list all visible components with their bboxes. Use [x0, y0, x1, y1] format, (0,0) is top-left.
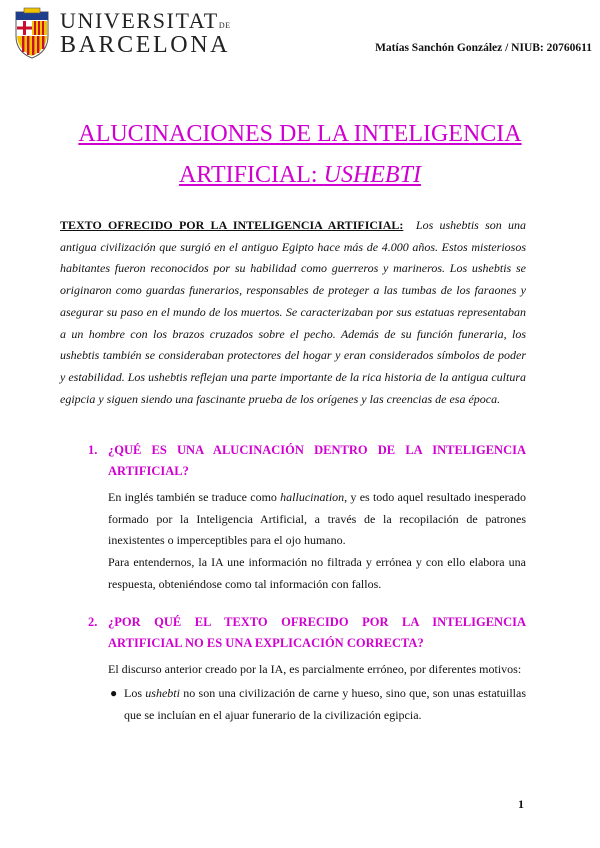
- section1-heading-text: ¿QUÉ ES UNA ALUCINACIÓN DENTRO DE LA INTELIGENCIA ARTIFICIAL?: [108, 443, 526, 478]
- title-line2-italic: USHEBTI: [323, 162, 421, 188]
- page-number: 1: [518, 797, 524, 811]
- bullet-text-b: no son una civilización de carne y hueso, sino que, son unas estatuillas que se incluían en el ajuar funerario de la civilización egipcia.: [124, 686, 526, 722]
- page-header: [12, 6, 592, 62]
- section2-bullet-item: [110, 683, 526, 726]
- section1-p1-a: En inglés también se traduce como: [108, 490, 281, 504]
- bullet-text-em: ushebti: [145, 686, 180, 700]
- section1-p1-em: hallucination: [280, 490, 345, 504]
- university-name-line2: BARCELONA: [60, 32, 231, 58]
- document-title: [60, 114, 540, 196]
- ai-text-body: Los ushebtis son una antigua civilización que surgió en el antiguo Egipto hace más de 4.000 años. Estos misteriosos habitantes fueron reconocidos por su habilidad como guerreros y marineros. Los ushebtis se originaron como guardas funerarios, responsables de proteger a las tumbas de los faraones y asegurar su paso en el mundo de los muertos. Se caracterizaban por sus estatuas representaban a un hombre con los brazos cruzados sobre el pecho. Además de su función funeraria, los ushebtis también se consideraban protectores del hogar y eran considerados símbolos de poder y estabilidad. Los ushebtis reflejan una parte importante de la rica historia de la antigua cultura egipcia y siguen siendo una fascinante prueba de los orígenes y las creencias de esa época.: [60, 218, 527, 406]
- bullet-dot-icon: ●: [110, 686, 118, 700]
- section1-paragraph1: [108, 487, 526, 552]
- university-crest-icon: [12, 6, 52, 60]
- ai-text-lead: TEXTO OFRECIDO POR LA INTELIGENCIA ARTIFICIAL:: [60, 218, 404, 232]
- university-name-de: DE: [218, 21, 231, 30]
- author-id: Matías Sanchón González / NIUB: 20760611: [375, 42, 592, 54]
- university-name-line1: UNIVERSITAT: [60, 8, 219, 33]
- university-name: [60, 10, 231, 57]
- section2-heading-text: ¿POR QUÉ EL TEXTO OFRECIDO POR LA INTELIGENCIA ARTIFICIAL NO ES UNA EXPLICACIÓN CORRECTA?: [108, 615, 526, 650]
- title-line1: ALUCINACIONES DE LA INTELIGENCIA: [78, 121, 522, 147]
- title-line2-prefix: ARTIFICIAL:: [179, 162, 324, 188]
- section1-p1-b: , y es todo aquel resultado inesperado formado por la Inteligencia Artificial, a través de la recopilación de patrones inexistentes o imperceptibles para el ojo humano.: [108, 490, 526, 548]
- section1-number: 1.: [88, 443, 98, 457]
- bullet-text-a: Los: [124, 686, 146, 700]
- section1-paragraph2: Para entendernos, la IA une información no filtrada y errónea y con ello elabora una respuesta, obteniéndose como tal información con fallos.: [108, 555, 526, 591]
- section1-heading: [88, 440, 526, 482]
- section2-heading: [88, 612, 526, 654]
- section2-paragraph1: El discurso anterior creado por la IA, es parcialmente erróneo, por diferentes motivos:: [108, 662, 522, 676]
- section2-number: 2.: [88, 615, 98, 629]
- ai-text-paragraph: [60, 215, 526, 410]
- title-line2: [60, 155, 540, 196]
